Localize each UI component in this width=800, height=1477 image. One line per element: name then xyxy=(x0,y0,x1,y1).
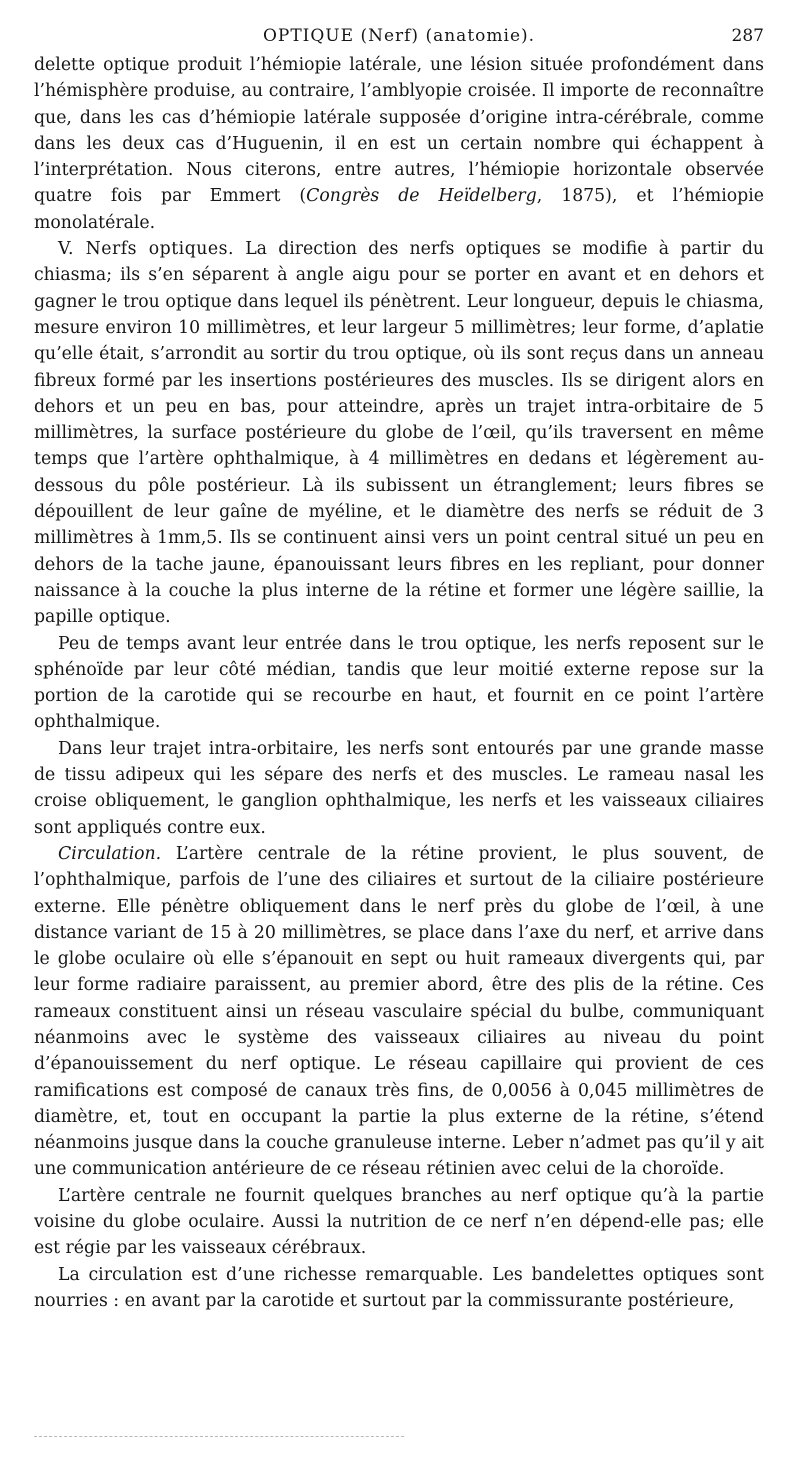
paragraph-2-text: La direction des nerfs optiques se modifie à partir du chiasma; ils s’en séparent à angle aigu pour se porter en avant et en dehors et gagner le trou optique dans lequel ils pénètrent. Leur longueur, depuis le chiasma, mesure environ 10 millimètres, et leur largeur 5 millimètres; leur forme, d’aplatie qu’elle était, s’arrondit au sortir du trou optique, où ils sont reçus dans un anneau fibreux formé par les insertions postérieures des muscles. Ils se dirigent alors en dehors et un peu en bas, pour atteindre, après un trajet intra-orbitaire de 5 millimètres, la surface postérieure du globe de l’œil, qu’ils traversent en même temps que l’artère ophthalmique, à 4 millimètres en dedans et légèrement au-dessous du pôle postérieur. Là ils subissent un étranglement; leurs fibres se dépouillent de leur gaîne de myéline, et le diamètre des nerfs se réduit de 3 millimètres à 1mm,5. Ils se continuent ainsi vers un point central situé un peu en dehors de la tache jaune, épanouissant leurs fibres en les repliant, pour donner naissance à la couche la plus interne de la rétine et former une légère saillie, la papille optique. xyxy=(34,239,765,628)
document-page xyxy=(34,26,764,1314)
paragraph-5-text: L’artère centrale de la rétine provient, le plus souvent, de l’ophthalmique, parfois de l’une des ciliaires et surtout de la ciliaire postérieure externe. Elle pénètre obliquement dans le nerf près du globe de l’œil, à une distance variant de 15 à 20 millimètres, se place dans l’axe du nerf, et arrive dans le globe oculaire où elle s’épanouit en sept ou huit rameaux divergents qui, par leur forme radiaire paraissent, au premier abord, être des plis de la rétine. Ces rameaux constituent ainsi un réseau vasculaire spécial du bulbe, communiquant néanmoins avec le système des vaisseaux ciliaires au niveau du point d’épanouissement du nerf optique. Le réseau capillaire qui provient de ces ramifications est composé de canaux très fins, de 0,0056 à 0,045 millimètres de diamètre, et, tout en occupant la partie la plus externe de la rétine, s’étend néanmoins jusque dans la couche granuleuse interne. Leber n’admet pas qu’il y ait une communication antérieure de ce réseau rétinien avec celui de la choroïde. xyxy=(34,843,764,1180)
footer-rule xyxy=(34,1436,404,1437)
paragraph-6-text: L’artère centrale ne fournit quelques branches au nerf optique qu’à la partie voisine du globe oculaire. Aussi la nutrition de ce nerf n’en dépend-elle pas; elle est régie par les vaisseaux cérébraux. xyxy=(34,1185,764,1259)
paragraph-2 xyxy=(34,236,764,630)
paragraph-7-text: La circulation est d’une richesse remarquable. Les bandelettes optiques sont nourries : en avant par la carotide et surtout par la commissurante postérieure, xyxy=(34,1264,764,1311)
running-header xyxy=(34,26,764,52)
paragraph-3 xyxy=(34,631,764,736)
paragraph-4 xyxy=(34,736,764,841)
page-number: 287 xyxy=(731,26,764,46)
paragraph-7 xyxy=(34,1262,764,1315)
paragraph-6 xyxy=(34,1183,764,1262)
paragraph-3-text: Peu de temps avant leur entrée dans le trou optique, les nerfs reposent sur le sphénoïde par leur côté médian, tandis que leur moitié externe repose sur la portion de la carotide qui se recourbe en haut, et fournit en ce point l’artère ophthalmique. xyxy=(34,633,764,733)
paragraph-1-text: delette optique produit l’hémiopie latérale, une lésion située profondément dans l’hémisphère produise, au contraire, l’amblyopie croisée. Il importe de reconnaître que, dans les cas d’hémiopie latérale supposée d’origine intra-cérébrale, comme dans les deux cas d’Huguenin, il en est un certain nombre qui échappent à l’interprétation. Nous citerons, entre autres, l’hémiopie horizontale observée quatre fois par Emmert ( xyxy=(34,55,764,207)
body-text xyxy=(34,52,764,1314)
running-title: OPTIQUE (Nerf) (anatomie). xyxy=(262,26,536,46)
paragraph-1-citation: Congrès de Heïdelberg xyxy=(306,186,537,207)
paragraph-5 xyxy=(34,841,764,1183)
paragraph-4-text: Dans leur trajet intra-orbitaire, les nerfs sont entourés par une grande masse de tissu adipeux qui les sépare des nerfs et des muscles. Le rameau nasal les croise obliquement, le ganglion ophthalmique, les nerfs et les vaisseaux ciliaires sont appliqués contre eux. xyxy=(34,738,764,838)
subsection-heading: Circulation. xyxy=(58,843,162,864)
paragraph-1 xyxy=(34,52,764,236)
paragraph-1-text-end: , 1875), et l’hémiopie monolatérale. xyxy=(34,186,764,233)
section-heading: V. Nerfs optiques. xyxy=(58,239,234,260)
